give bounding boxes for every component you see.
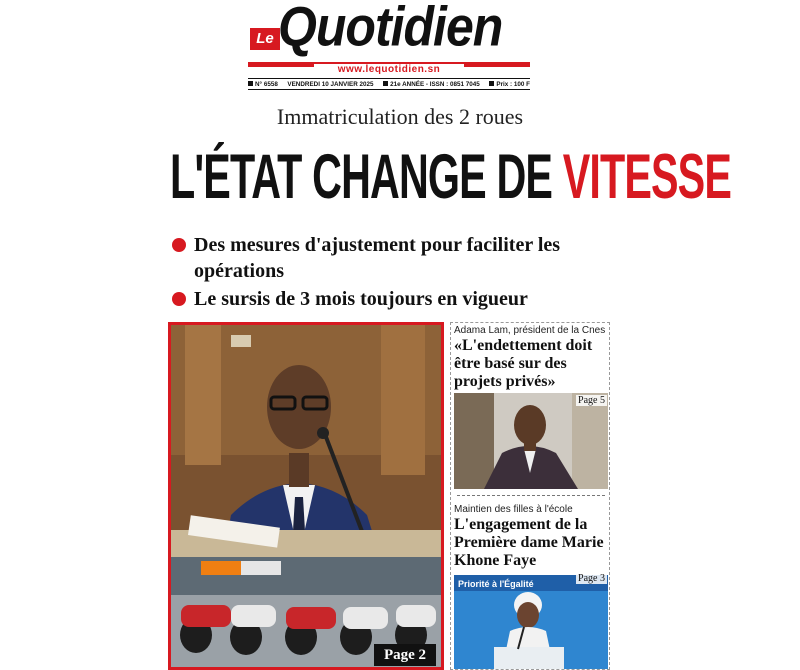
lead-photo-illustration — [171, 325, 441, 667]
story-title: L'engagement de la Première dame Marie Khone Faye — [454, 516, 604, 569]
lead-photo[interactable] — [168, 322, 444, 670]
story-page-ref[interactable]: Page 3 — [578, 573, 605, 584]
square-bullet-icon — [383, 81, 388, 86]
side-story-photo-wrap — [451, 393, 611, 489]
story-photo[interactable] — [454, 575, 608, 669]
price-group — [489, 81, 530, 88]
lead-headline[interactable] — [170, 130, 732, 225]
issue-info-bar — [248, 78, 530, 90]
issn-text: 21e ANNÉE - ISSN : 0851 7045 — [390, 80, 480, 88]
story-photo-illustration — [454, 575, 608, 669]
issue-number-group — [248, 81, 278, 88]
story-photo[interactable] — [454, 393, 608, 489]
issue-date: VENDREDI 10 JANVIER 2025 — [287, 80, 374, 88]
issue-price: Prix : 100 F — [496, 80, 530, 88]
masthead — [248, 0, 530, 92]
bullet-item — [170, 232, 620, 284]
side-story[interactable] — [451, 324, 611, 391]
square-bullet-icon — [248, 81, 253, 86]
story-label: Maintien des filles à l'école — [454, 504, 573, 515]
bullet-text: Le sursis de 3 mois toujours en vigueur — [194, 288, 528, 310]
newspaper-logo: Quotidien — [278, 0, 503, 58]
side-column — [450, 322, 610, 670]
bullet-item — [170, 286, 620, 312]
lead-page-ref[interactable]: Page 2 — [374, 644, 436, 666]
story-page-ref[interactable]: Page 5 — [578, 395, 605, 406]
bullet-text: Des mesures d'ajustement pour faciliter les opérations — [194, 234, 561, 282]
story-photo-illustration — [454, 393, 608, 489]
red-dot-icon — [172, 238, 186, 252]
headline-red-part: VITESSE — [562, 142, 732, 213]
lead-kicker: Immatriculation des 2 roues — [276, 104, 524, 129]
story-label: Adama Lam, président de la Cnes — [454, 325, 606, 336]
side-story-photo-wrap — [451, 575, 611, 669]
logo-prefix: Le — [250, 28, 280, 50]
issue-number: N° 6558 — [255, 80, 278, 88]
square-bullet-icon — [489, 81, 494, 86]
story-title: «L'endettement doit être basé sur des projets privés» — [454, 337, 593, 390]
story-divider — [457, 495, 605, 496]
headline-black-part: L'ÉTAT CHANGE DE — [170, 142, 563, 213]
website-url[interactable]: www.lequotidien.sn — [314, 64, 464, 76]
red-dot-icon — [172, 292, 186, 306]
lead-bullets — [170, 232, 620, 312]
banner-text: Priorité à l'Égalité — [458, 579, 534, 589]
side-story[interactable] — [451, 503, 611, 570]
issn-group — [383, 81, 480, 88]
